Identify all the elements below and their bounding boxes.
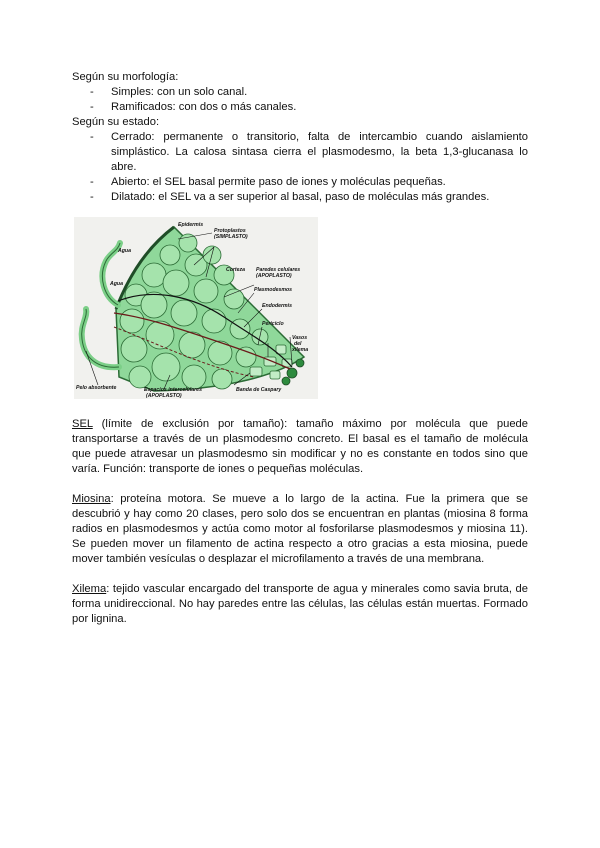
label-agua-bottom: Agua — [110, 281, 123, 287]
label-xilema: xilema — [292, 347, 309, 353]
label-apoplasto-1: (APOPLASTO) — [256, 273, 292, 279]
root-diagram — [74, 217, 318, 399]
list-item — [90, 85, 528, 100]
list-item-text: Cerrado: permanente o transitorio, falta de intercambio cuando aislamiento simplástico. La calosa sintasa cierra el plasmodesmo, la beta 1,3-glucanasa lo abre. — [111, 131, 528, 173]
bullet-dash: - — [90, 176, 94, 188]
bullet-dash: - — [90, 131, 94, 143]
xilema-paragraph — [72, 582, 528, 627]
sel-term: SEL — [72, 418, 93, 430]
label-corteza: Corteza — [226, 267, 246, 273]
estado-heading: Según su estado: — [72, 116, 160, 128]
bullet-dash: - — [90, 101, 94, 113]
sel-text: (límite de exclusión por tamaño): tamaño máximo por molécula que puede transportarse a través de un plasmodesmo concreto. El basal es el tamaño de molécula que puede atravesar un plasmodesmo sin modificar y no es constante en todos sino que varía. Función: transporte de iones o pequeñas moléculas. — [72, 418, 528, 475]
estado-list — [72, 130, 528, 205]
label-protoplastos: Protoplastos — [214, 228, 246, 234]
morfologia-list — [72, 85, 528, 115]
list-item-text: Simples: con un solo canal. — [111, 86, 248, 98]
list-item — [90, 130, 528, 175]
label-del: del — [294, 341, 302, 347]
document-page — [72, 70, 528, 638]
list-item-text: Abierto: el SEL basal permite paso de iones y moléculas pequeñas. — [111, 176, 446, 188]
label-agua-top: Agua — [118, 248, 131, 254]
label-pelo: Pelo absorbente — [76, 385, 117, 391]
label-epidermis: Epidermis — [178, 222, 204, 228]
label-endodermis: Endodermis — [262, 303, 292, 309]
miosina-paragraph — [72, 492, 528, 567]
bullet-dash: - — [90, 191, 94, 203]
label-simplasto: (SIMPLASTO) — [214, 234, 248, 240]
list-item-text: Dilatado: el SEL va a ser superior al basal, paso de moléculas más grandes. — [111, 191, 490, 203]
label-vasos: Vasos — [292, 335, 308, 341]
morfologia-heading: Según su morfología: — [72, 71, 179, 83]
label-paredes: Paredes celulares — [256, 267, 301, 273]
xilema-term: Xilema — [72, 583, 107, 595]
list-item — [90, 100, 528, 115]
sel-paragraph — [72, 417, 528, 477]
list-item — [90, 175, 528, 190]
label-banda: Banda de Caspary — [236, 387, 282, 393]
label-periciclo: Periciclo — [262, 321, 284, 327]
list-item-text: Ramificados: con dos o más canales. — [111, 101, 297, 113]
label-espacios: Espacios intercelulares — [144, 387, 202, 393]
bullet-dash: - — [90, 86, 94, 98]
list-item — [90, 190, 528, 205]
miosina-term: Miosina — [72, 493, 111, 505]
label-apoplasto-2: (APOPLASTO) — [146, 393, 182, 399]
xilema-text: : tejido vascular encargado del transporte de agua y minerales como savia bruta, de forma unidireccional. No hay paredes entre las células, las células están muertas. Formado por lignina. — [72, 583, 528, 625]
label-plasmodesmos: Plasmodesmos — [254, 287, 293, 293]
miosina-text: : proteína motora. Se mueve a lo largo de la actina. Fue la primera que se descubrió y hay como 20 clases, pero solo dos se encuentran en plantas (miosina 8 forma radios en plasmodesmos y actúa como motor al fosforilarse plasmodesmos y miosina 11). Se pueden mover un filamento de actina respecto a otro gracias a esta miosina, puede mover también vesículas o desplazar el microfilamento a través de una membrana. — [72, 493, 528, 565]
root-cross-section-figure — [74, 217, 318, 399]
